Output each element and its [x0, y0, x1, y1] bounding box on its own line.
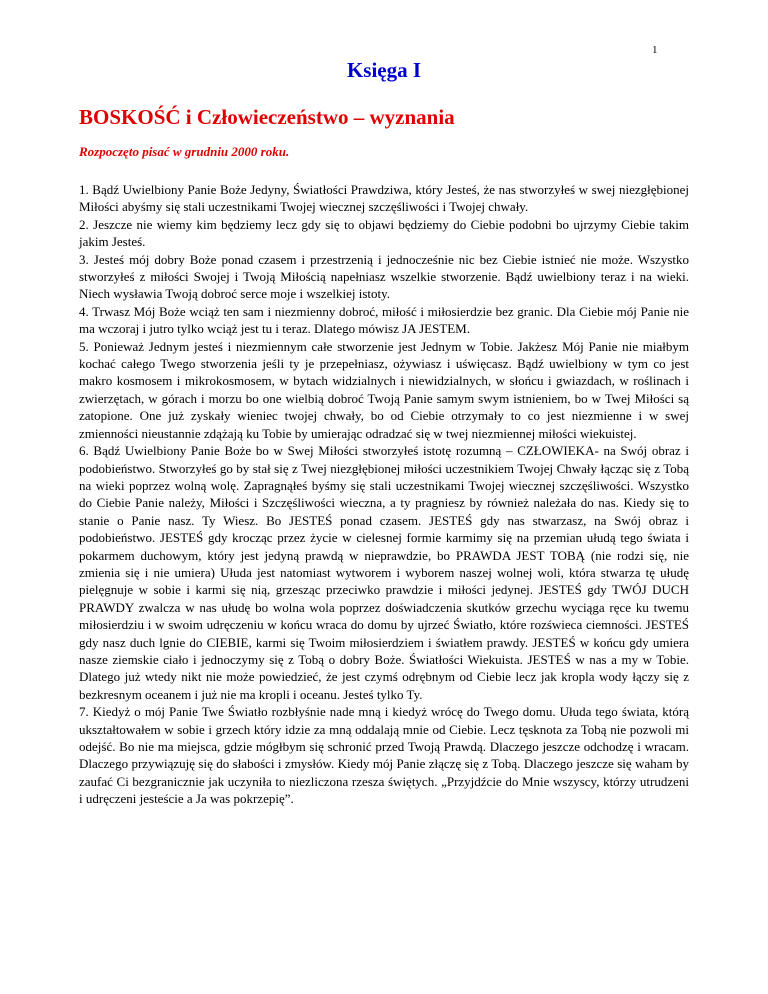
paragraph-1: 1. Bądź Uwielbiony Panie Boże Jedyny, Światłości Prawdziwa, który Jesteś, że nas stworzyłeś w swej niezgłębionej Miłości abyśmy się stali uczestnikami Twojej wiecznej szczęśliwości i Twojej chwały. [79, 182, 689, 215]
body-text [79, 181, 689, 808]
paragraph-4: 4. Trwasz Mój Boże wciąż ten sam i niezmienny dobroć, miłość i miłosierdzie bez granic. Dla Ciebie mój Panie nie ma wczoraj i jutro tylko wciąż jest tu i teraz. Dlatego mówisz JA JESTEM. [79, 303, 689, 337]
paragraph-7: 7. Kiedyż o mój Panie Twe Światło rozbłyśnie nade mną i kiedyż wrócę do Twego domu. Ułuda tego świata, którą ukształtowałem w sobie i grzech który idzie za mną oddalają mnie od Ciebie. Lecz tęsknota za Tobą nie pozwoli mi odejść. Bo nie ma miejsca, gdzie mógłbym się schronić przed Twoją Prawdą. Dlaczego jeszcze odchodzę i wracam. Dlaczego przywiązuję się do słabości i zmysłów. Kiedy mój Panie złączę się z Tobą. Dlaczego jeszcze się waham by zaufać Ci bezgranicznie jak uczyniła to niezliczona rzesza świętych. „Przyjdźcie do Mnie wszyscy, którzy utrudzeni i udręczeni jesteście a Ja was pokrzepię”. [79, 704, 689, 807]
paragraph-6: 6. Bądź Uwielbiony Panie Boże bo w Swej Miłości stworzyłeś istotę rozumną – CZŁOWIEKA- na Swój obraz i podobieństwo. Stworzyłeś go by stał się z Twej niezgłębionej miłości uczestnikiem Twojej Chwały łącząc się z Tobą na wieki poprzez wolną wolę. Zapragnąłeś byśmy się stali uczestnikami Twojej wiecznej szczęśliwości. Wszystko do Ciebie Panie należy, Miłości i Szczęśliwości wieczna, a ty pragniesz by również należała do nas. Kiedy się to stanie o Panie nasz. Ty Wiesz. Bo JESTEŚ ponad czasem. JESTEŚ gdy nas stwarzasz, na Swój obraz i podobieństwo. JESTEŚ gdy krocząc przez życie w cielesnej formie karmimy się na przemian ułudą tego świata i pokarmem duchowym, który jest jedyną prawdą w nieprawdzie, bo PRAWDA JEST TOBĄ (nie rodzi się, nie zmienia się i nie umiera) Ułuda jest natomiast wytworem i wyborem naszej wolnej woli, która stwarza tę ułudę pielęgnuje w sobie i karmi się nią, grzesząc przeciwko prawdzie i miłości jedynej. JESTEŚ gdy TWÓJ DUCH PRAWDY zwalcza w nas ułudę bo wolna wola poprzez doświadczenia skutków grzechu wyciąga ręce ku twemu miłosierdziu i w swoim udręczeniu w końcu wraca do domu by ujrzeć Światło, które rozświeca ciemności. JESTEŚ gdy nasz duch lgnie do CIEBIE, karmi się Twoim miłosierdziem i światłem prawdy. JESTEŚ w końcu gdy umiera nasze ziemskie ciało i jednoczymy się z Tobą o dobry Boże. Światłości Wiekuista. JESTEŚ w nas a my w Tobie. Dlatego już wtedy nikt nie może powiedzieć, że jest czymś odrębnym od Ciebie lecz jak kropla wody łączy się z bezkresnym oceanem i już nie ma kropli i oceanu. Jesteś tylko Ty. [79, 443, 689, 702]
paragraph-3: 3. Jesteś mój dobry Boże ponad czasem i przestrzenią i jednocześnie nic bez Ciebie istnieć nie może. Wszystko stworzyłeś z miłości Swojej i Twoją Miłością napełniasz wszelkie stworzenie. Bądź uwielbiony teraz i na wieki. Niech wysławia Twoją dobroć serce moje i wszelkiej istoty. [79, 251, 689, 302]
paragraph-2: 2. Jeszcze nie wiemy kim będziemy lecz gdy się to objawi będziemy do Ciebie podobni bo ujrzymy Ciebie takim jakim Jesteś. [79, 216, 689, 250]
paragraph-5: 5. Ponieważ Jednym jesteś i niezmiennym całe stworzenie jest Jednym w Tobie. Jakżesz Mój Panie nie miałbym kochać całego Twego stworzenia jeśli ty je przepełniasz, ożywiasz i uświęcasz. Bądź uwielbiony w tym co jest makro kosmosem i mikrokosmosem, w bytach widzialnych i niewidzialnych, w słońcu i gwiazdach, w roślinach i zwierzętach, w górach i morzu bo one wielbią dobroć Twoją Panie samym swym istnieniem, bo w Twej Miłości są zatopione. One już zyskały wieniec twojej chwały, bo od Ciebie otrzymały to co jest niezmienne i w swej zmienności nieustannie zdążają ku Tobie by umierając odradzać się w twej niezmiennej miłości wiekuistej. [79, 338, 689, 441]
page-number: 1 [652, 44, 658, 56]
book-title: Księga I [346, 58, 422, 82]
start-date-note: Rozpoczęto pisać w grudniu 2000 roku. [79, 144, 290, 159]
chapter-title: BOSKOŚĆ i Człowieczeństwo – wyznania [79, 105, 455, 129]
